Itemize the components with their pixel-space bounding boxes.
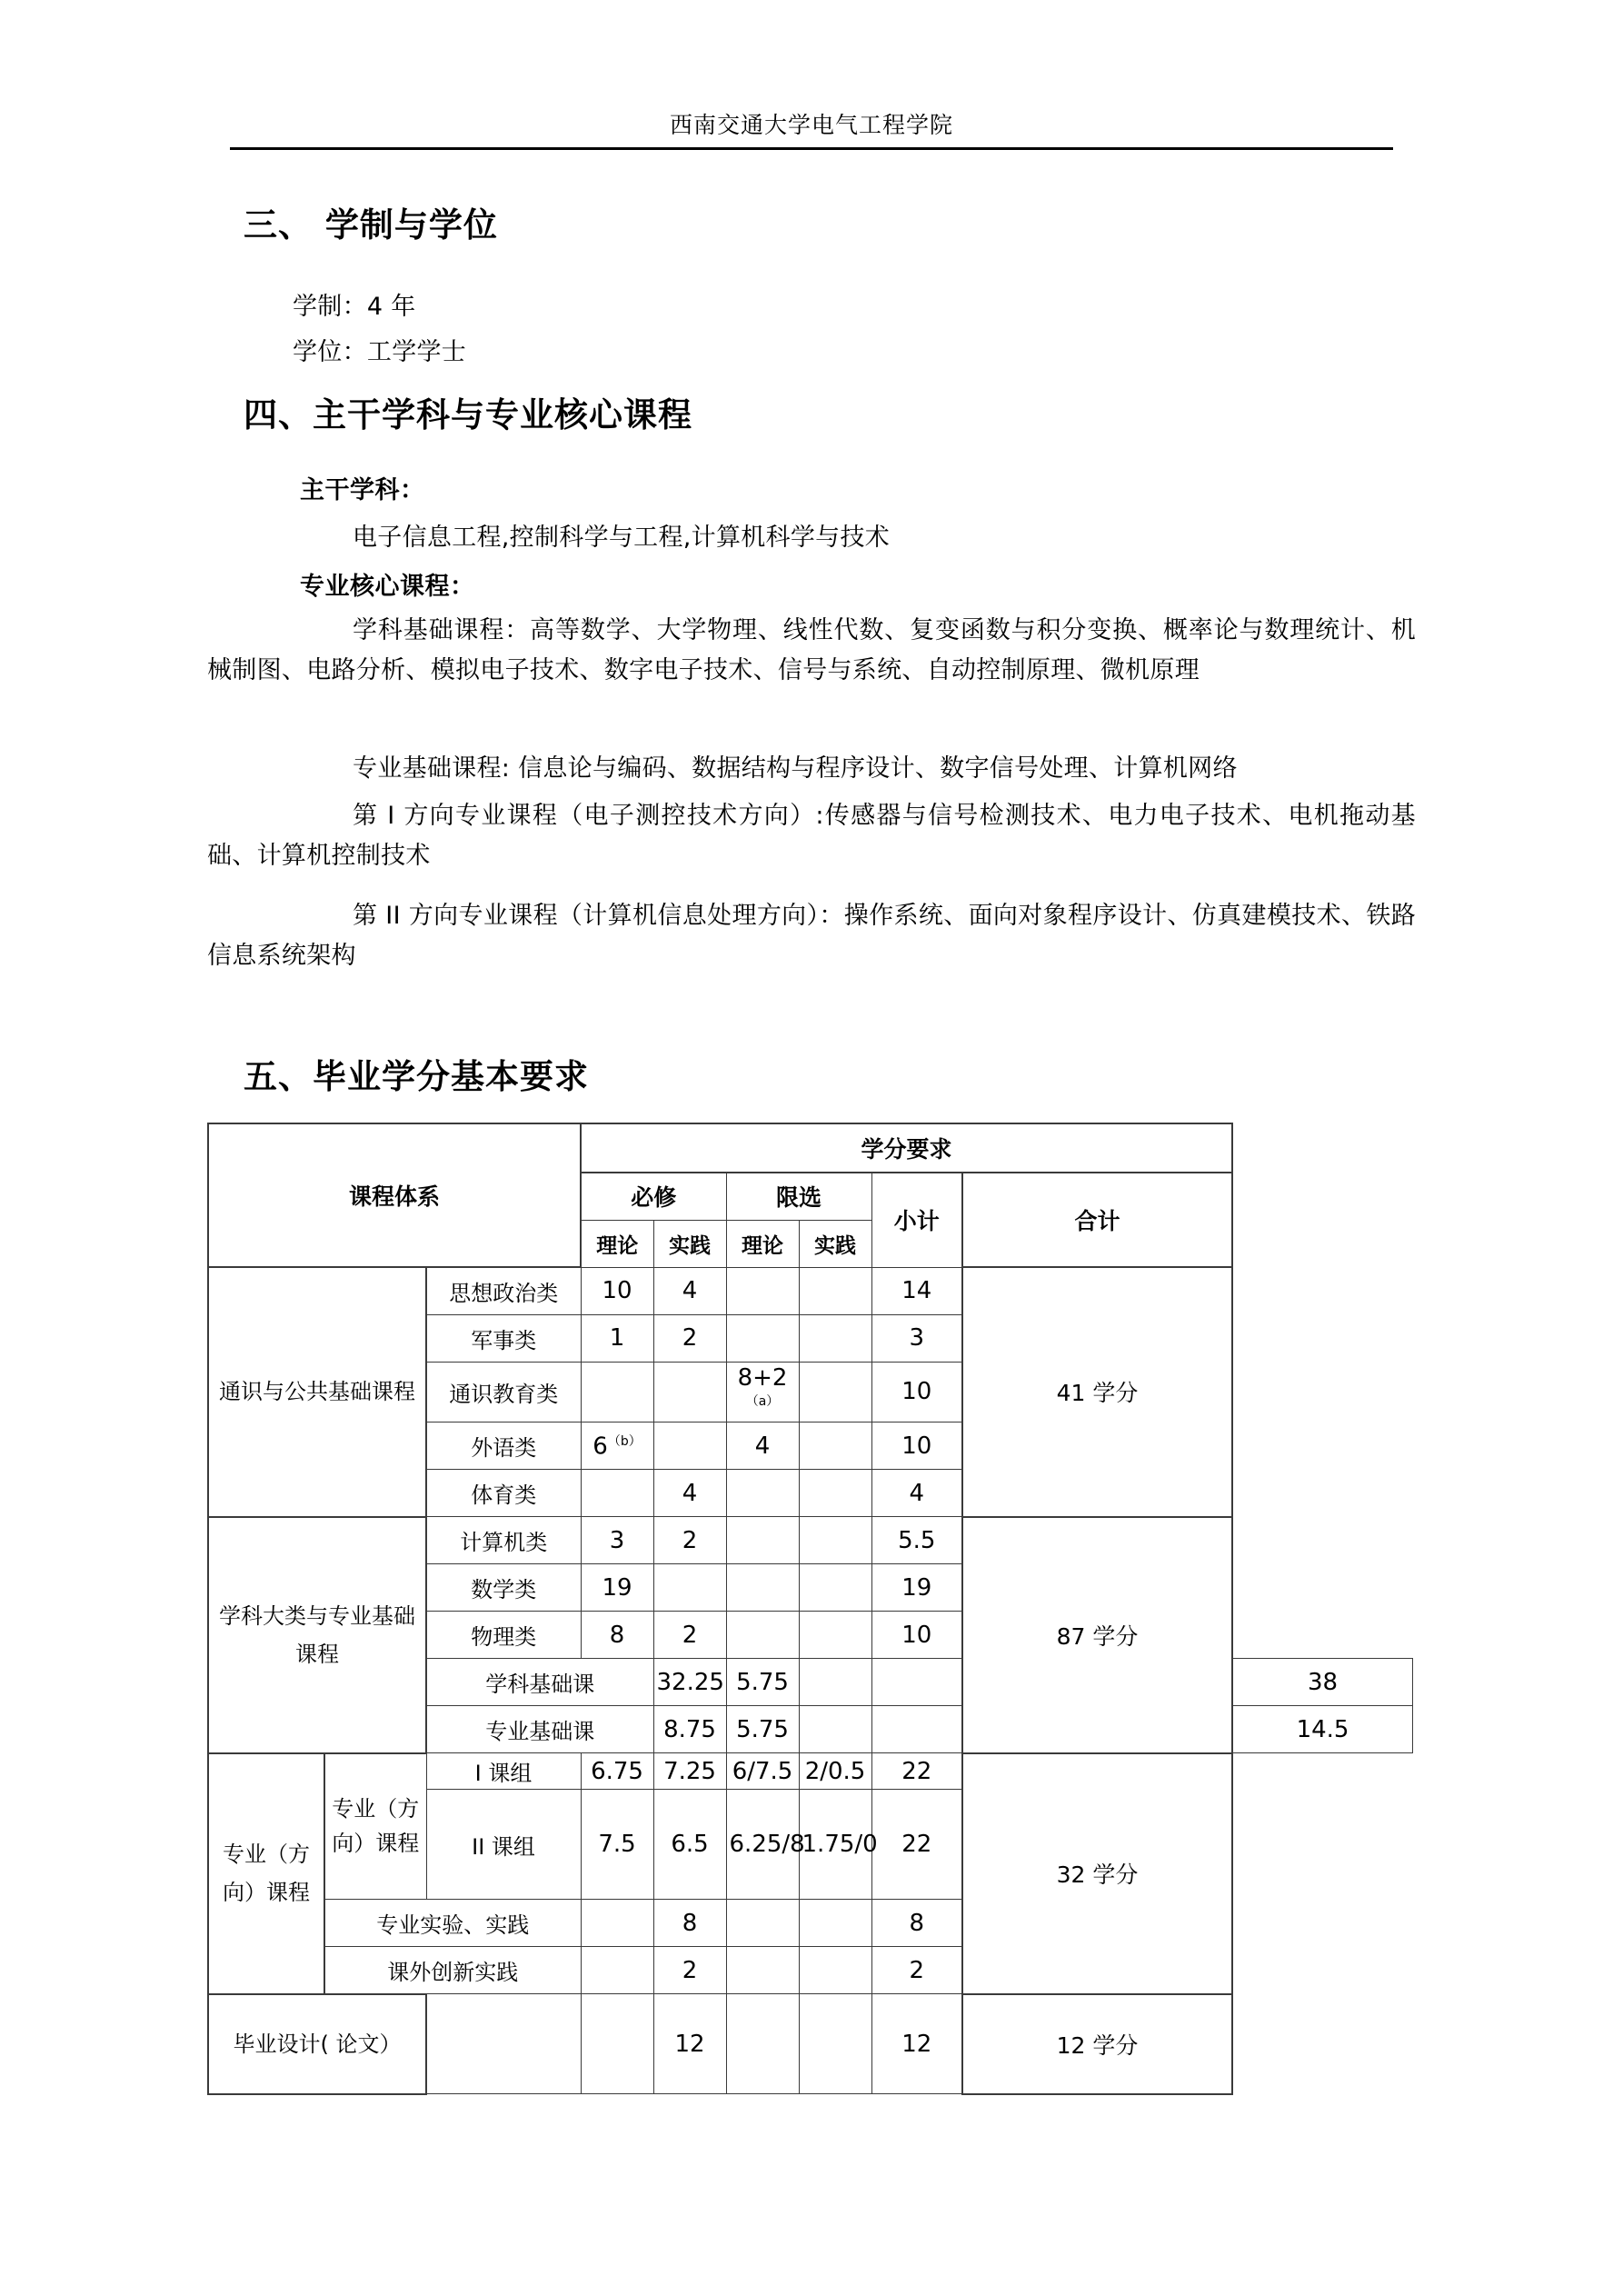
cell-restricted-practice [799, 1564, 871, 1612]
cell-required-theory: 10 [581, 1267, 653, 1314]
core-para-specialty-basic: 专业基础课程: 信息论与编码、数据结构与程序设计、数字信号处理、计算机网络 [353, 754, 1238, 783]
cell-required-theory [581, 1900, 653, 1947]
row-name: 军事类 [426, 1314, 581, 1362]
cell-restricted-theory [726, 1564, 799, 1612]
section-heading-4: 四、主干学科与专业核心课程 [244, 395, 692, 434]
th-subtotal: 小计 [871, 1173, 962, 1267]
cell-restricted-theory [726, 1470, 799, 1517]
row-name: 学科基础课 [426, 1659, 653, 1706]
page-header-title: 西南交通大学电气工程学院 [669, 112, 953, 138]
th-required: 必修 [581, 1173, 726, 1220]
cell-subtotal: 22 [871, 1753, 962, 1790]
table-header-row-1 [208, 1123, 1413, 1173]
cell-restricted-practice [799, 1612, 871, 1659]
main-disciplines-label: 主干学科： [300, 476, 425, 504]
row-name: I 课组 [426, 1753, 581, 1790]
schooling-years-line: 学制：4 年 [293, 293, 416, 321]
th-restricted: 限选 [726, 1173, 871, 1220]
credit-requirements-table [207, 1123, 1413, 2095]
cell-required-practice: 12 [653, 1994, 726, 2094]
cell-required-theory [581, 1470, 653, 1517]
cell-restricted-practice [799, 1947, 871, 1994]
group-total-specialty: 32 学分 [962, 1753, 1232, 1994]
cell-required-theory [581, 1362, 653, 1423]
cell-restricted-practice [799, 1517, 871, 1564]
th-restricted-practice: 实践 [799, 1220, 871, 1267]
cell-subtotal: 2 [871, 1947, 962, 1994]
cell-restricted-theory [726, 1362, 799, 1423]
cell-restricted-theory: 4 [726, 1423, 799, 1470]
cell-required-practice: 5.75 [726, 1706, 799, 1753]
cell-required-practice: 2 [653, 1314, 726, 1362]
th-required-practice: 实践 [653, 1220, 726, 1267]
row-name: 通识教育类 [426, 1362, 581, 1423]
cell-required-theory: 8.75 [653, 1706, 726, 1753]
cell-subtotal: 3 [871, 1314, 962, 1362]
cell-restricted-theory: 6.25/8 [726, 1790, 799, 1900]
cell-restricted-practice [799, 1362, 871, 1423]
cell-subtotal: 10 [871, 1362, 962, 1423]
section-heading-3: 三、 学制与学位 [244, 205, 498, 245]
group-total-thesis: 12 学分 [962, 1994, 1232, 2094]
row-name: 课外创新实践 [324, 1947, 581, 1994]
cell-required-theory: 19 [581, 1564, 653, 1612]
cell-required-theory: 32.25 [653, 1659, 726, 1706]
table-head [208, 1123, 1413, 1267]
core-para-direction-1: 第 I 方向专业课程（电子测控技术方向）:传感器与信号检测技术、电力电子技术、电机拖动基础、计算机控制技术 [207, 802, 1416, 870]
credit-requirements-table-wrap [207, 1123, 1413, 2095]
main-disciplines-value: 电子信息工程,控制科学与工程,计算机科学与技术 [353, 524, 891, 552]
th-credit-requirement: 学分要求 [581, 1123, 1232, 1173]
row-name: 思想政治类 [426, 1267, 581, 1314]
cell-restricted-theory [726, 1267, 799, 1314]
cell-restricted-theory [799, 1659, 871, 1706]
group-name-general: 通识与公共基础课程 [208, 1267, 426, 1517]
cell-restricted-practice [799, 1423, 871, 1470]
cell-restricted-practice [871, 1706, 962, 1753]
cell-required-practice: 2 [653, 1947, 726, 1994]
table-body [208, 1267, 1413, 2094]
core-para-direction-2: 第 II 方向专业课程（计算机信息处理方向）：操作系统、面向对象程序设计、仿真建模技术、铁路信息系统架构 [207, 902, 1416, 970]
row-name: 体育类 [426, 1470, 581, 1517]
cell-subtotal: 14 [871, 1267, 962, 1314]
cell-subtotal: 5.5 [871, 1517, 962, 1564]
row-name [426, 1994, 581, 2094]
group-total-general: 41 学分 [962, 1267, 1232, 1517]
cell-required-practice [653, 1423, 726, 1470]
group-name-discipline: 学科大类与专业基础课程 [208, 1517, 426, 1753]
cell-restricted-practice [799, 1314, 871, 1362]
row-name: 数学类 [426, 1564, 581, 1612]
cell-restricted-practice [799, 1470, 871, 1517]
cell-required-theory [581, 1947, 653, 1994]
cell-subtotal: 12 [871, 1994, 962, 2094]
cell-required-theory: 3 [581, 1517, 653, 1564]
cell-restricted-practice [799, 1994, 871, 2094]
cell-required-practice: 5.75 [726, 1659, 799, 1706]
cell-required-theory [581, 1994, 653, 2094]
cell-restricted-theory [726, 1314, 799, 1362]
table-row [208, 1517, 1413, 1564]
cell-subtotal: 4 [871, 1470, 962, 1517]
section-heading-5: 五、毕业学分基本要求 [244, 1057, 589, 1096]
cell-subtotal: 38 [1232, 1659, 1412, 1706]
cell-required-practice [653, 1362, 726, 1423]
cell-superscript: （a） [745, 1393, 780, 1409]
row-name: 专业实验、实践 [324, 1900, 581, 1947]
cell-restricted-practice: 2/0.5 [799, 1753, 871, 1790]
cell-restricted-practice [799, 1267, 871, 1314]
table-row [208, 1267, 1413, 1314]
th-course-system: 课程体系 [208, 1123, 581, 1267]
row-name: 计算机类 [426, 1517, 581, 1564]
cell-subtotal: 22 [871, 1790, 962, 1900]
cell-restricted-theory: 6/7.5 [726, 1753, 799, 1790]
sub-group-name-specialty-direction: 专业（方向）课程 [324, 1753, 426, 1900]
cell-restricted-practice [799, 1900, 871, 1947]
cell-required-practice: 8 [653, 1900, 726, 1947]
th-total: 合计 [962, 1173, 1232, 1267]
cell-restricted-theory [726, 1947, 799, 1994]
table-row [208, 1753, 1413, 1790]
row-name: 物理类 [426, 1612, 581, 1659]
group-name-specialty: 专业（方向）课程 [208, 1753, 324, 1994]
group-total-discipline: 87 学分 [962, 1517, 1232, 1753]
cell-required-practice [653, 1564, 726, 1612]
cell-restricted-theory [726, 1517, 799, 1564]
cell-required-practice: 4 [653, 1470, 726, 1517]
cell-restricted-theory [799, 1706, 871, 1753]
cell-required-practice: 2 [653, 1612, 726, 1659]
row-name: II 课组 [426, 1790, 581, 1900]
degree-line: 学位：工学学士 [293, 338, 467, 366]
cell-superscript: （b） [607, 1433, 642, 1449]
cell-restricted-theory [726, 1900, 799, 1947]
cell-value: 8+2 [737, 1363, 788, 1392]
cell-required-practice: 4 [653, 1267, 726, 1314]
row-name: 外语类 [426, 1423, 581, 1470]
cell-subtotal: 10 [871, 1423, 962, 1470]
cell-required-theory: 8 [581, 1612, 653, 1659]
cell-restricted-theory [726, 1994, 799, 2094]
cell-required-theory [581, 1423, 653, 1470]
th-required-theory: 理论 [581, 1220, 653, 1267]
cell-required-practice: 6.5 [653, 1790, 726, 1900]
row-name: 专业基础课 [426, 1706, 653, 1753]
cell-subtotal: 8 [871, 1900, 962, 1947]
header-divider-rule [230, 147, 1393, 150]
cell-required-theory: 7.5 [581, 1790, 653, 1900]
cell-subtotal: 10 [871, 1612, 962, 1659]
cell-required-theory: 6.75 [581, 1753, 653, 1790]
th-restricted-theory: 理论 [726, 1220, 799, 1267]
cell-restricted-practice: 1.75/0 [799, 1790, 871, 1900]
cell-required-theory: 1 [581, 1314, 653, 1362]
group-name-thesis: 毕业设计( 论文） [208, 1994, 426, 2094]
cell-required-practice: 7.25 [653, 1753, 726, 1790]
cell-value: 6 [592, 1433, 608, 1461]
cell-subtotal: 14.5 [1232, 1706, 1412, 1753]
table-row [208, 1994, 1413, 2094]
cell-required-practice: 2 [653, 1517, 726, 1564]
core-courses-label: 专业核心课程： [300, 573, 475, 601]
cell-subtotal: 19 [871, 1564, 962, 1612]
cell-restricted-practice [871, 1659, 962, 1706]
cell-restricted-theory [726, 1612, 799, 1659]
core-para-foundation: 学科基础课程：高等数学、大学物理、线性代数、复变函数与积分变换、概率论与数理统计、机械制图、电路分析、模拟电子技术、数字电子技术、信号与系统、自动控制原理、微机原理 [207, 616, 1416, 684]
